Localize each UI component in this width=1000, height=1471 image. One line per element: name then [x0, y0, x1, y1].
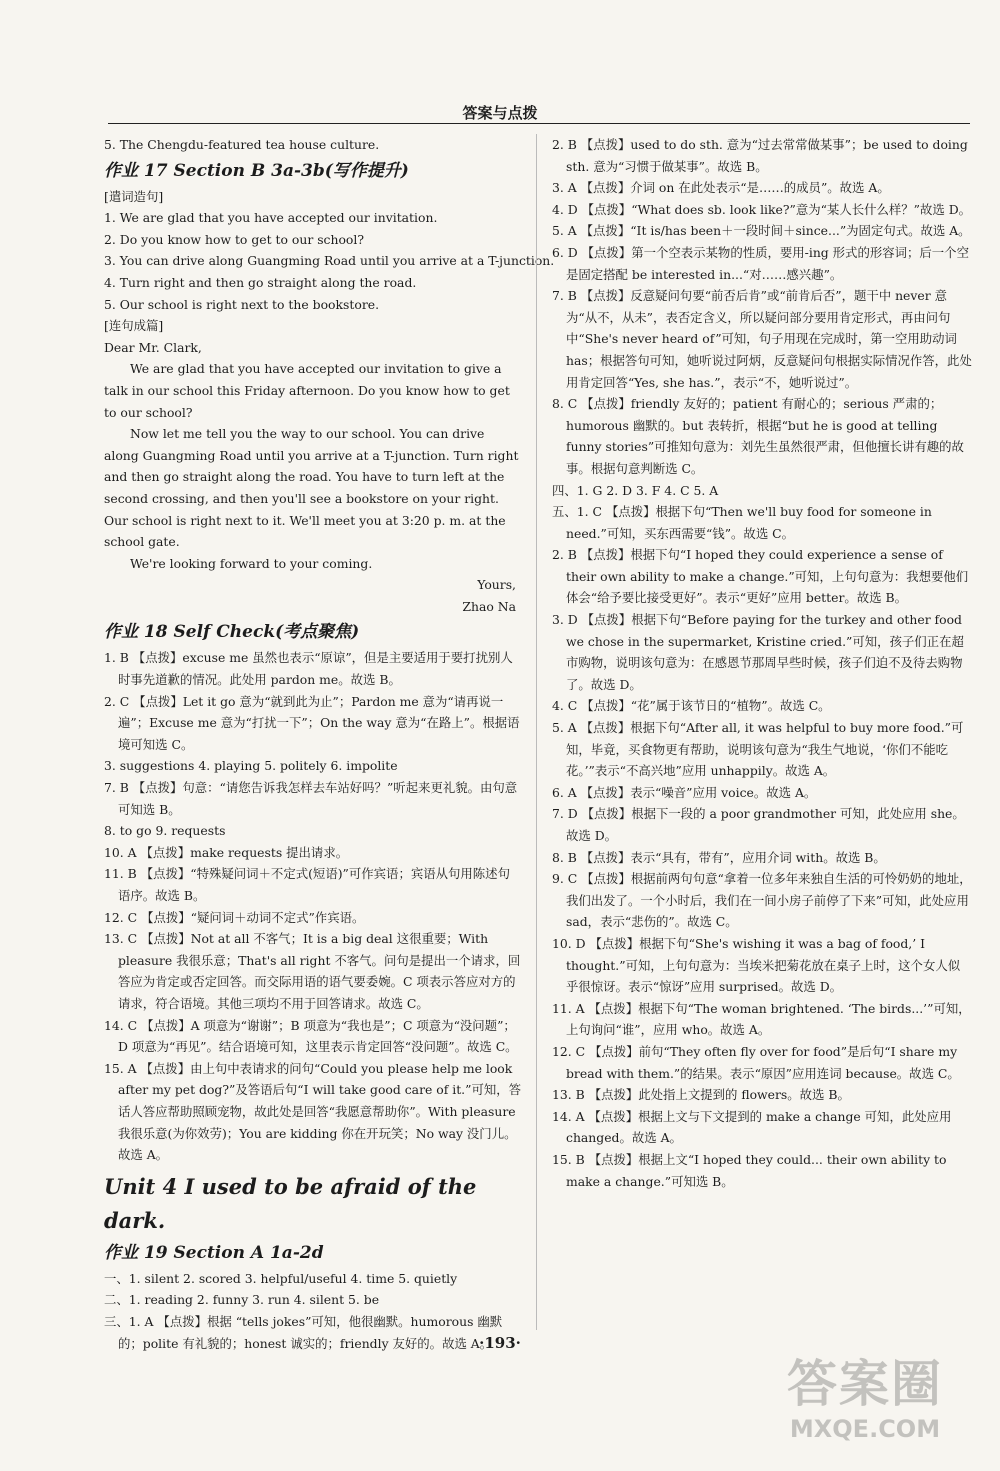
answer-line: 4. D 【点拨】“What does sb. look like?”意为“某人长什么样？”故选 D。: [552, 201, 972, 217]
answer-line: 6. A 【点拨】表示“噪音”应用 voice。故选 A。: [552, 784, 817, 800]
answer-line: Dear Mr. Clark,: [104, 339, 202, 355]
answer-line: 2. B 【点拨】used to do sth. 意为“过去常常做某事”；be used to doing sth. 意为“习惯于做某事”。故选 B。: [552, 137, 968, 174]
answer-line: 8. to go 9. requests: [104, 823, 226, 839]
answer-line: 1. B 【点拨】excuse me 虽然也表示“原谅”，但是主要适用于要打扰别人时事先道歉的情况。此处用 pardon me。故选 B。: [104, 650, 513, 688]
answer-line: 10. A 【点拨】make requests 提出请求。: [104, 844, 349, 860]
answer-line: 3. D 【点拨】根据下句“Before paying for the turkey and other food we chose in the supermarket, Kristine cried.”可知，孩子们正在超市购物，说明该句意为：在感恩节那周早些时候，孩子们迫不及待去购物了。故选 D。: [552, 612, 964, 692]
answer-line: 7. B 【点拨】句意：“请您告诉我怎样去车站好吗？”听起来更礼貌。由句意可知选 B。: [104, 780, 518, 817]
watermark-title: 答案圈: [787, 1355, 943, 1413]
answer-line: 5. A 【点拨】“It is/has been＋一段时间＋since...”为固定句式。故选 A。: [552, 223, 971, 239]
answer-line: 14. A 【点拨】根据上文与下文提到的 make a change 可知，此处应用 changed。故选 A。: [552, 1108, 952, 1146]
answer-line: 8. B 【点拨】表示“具有，带有”，应用介词 with。故选 B。: [552, 849, 886, 865]
answer-line: 7. D 【点拨】根据下一段的 a poor grandmother 可知，此处应用 she。故选 D。: [552, 806, 965, 843]
answer-line: We're looking forward to your coming.: [130, 555, 373, 571]
page-number: ·193·: [479, 1334, 521, 1352]
unit-heading: Unit 4 I used to be afraid of the dark.: [104, 1173, 477, 1233]
answer-line: 2. B 【点拨】根据下句“I hoped they could experience a sense of their own ability to make a change.”可知，上句句意为：我想要他们体会“给予要比接受更好”。表示“更好”应用 better。故选 B。: [552, 547, 969, 606]
answer-line: 3. You can drive along Guangming Road until you arrive at a T-junction.: [104, 253, 555, 269]
answer-line: 12. C 【点拨】前句“They often fly over for food”是后句“I share my bread with them.”的结果。表示“原因”应用连词 because。故选 C。: [552, 1043, 960, 1081]
answer-line: 5. A 【点拨】根据下句“After all, it was helpful to buy more food.”可知，毕竟，买食物更有帮助，说明该句意为“我生气地说，‘你们不能吃花。’”表示“不高兴地”应用 unhappily。故选 A。: [552, 720, 964, 779]
answer-line: 五、1. C 【点拨】根据下句“Then we'll buy food for someone in need.”可知，买东西需要“钱”。故选 C。: [552, 504, 932, 541]
answer-line: 一、1. silent 2. scored 3. helpful/useful 4. time 5. quietly: [104, 1270, 458, 1286]
answer-line: 四、1. G 2. D 3. F 4. C 5. A: [552, 482, 719, 498]
section-heading: 作业 17 Section B 3a-3b(写作提升): [104, 160, 409, 181]
answer-line: 1. We are glad that you have accepted our invitation.: [104, 210, 438, 226]
answer-line: 6. D 【点拨】第一个空表示某物的性质，要用-ing 形式的形容词；后一个空是固定搭配 be interested in...“对……感兴趣”。: [552, 244, 969, 282]
answer-line: 13. B 【点拨】此处指上文提到的 flowers。故选 B。: [552, 1087, 850, 1103]
header-rule: [108, 123, 970, 124]
answer-line: 4. C 【点拨】“花”属于该节日的“植物”。故选 C。: [552, 698, 831, 714]
answer-line: [遣词造句]: [104, 188, 164, 204]
section-heading: 作业 19 Section A 1a-2d: [104, 1242, 324, 1263]
answer-line: Now let me tell you the way to our school. You can drive along Guangming Road until you arrive at a T-junction. Turn right and then go straight along the road. You have to turn left at the second crossing, and then you'll see a bookstore on your right. Our school is right next to it. We'll meet you at 3:20 p. m. at the school gate.: [104, 426, 519, 550]
watermark-logo: [750, 1353, 980, 1463]
answer-line: 11. B 【点拨】“特殊疑问词＋不定式(短语)”可作宾语；宾语从句用陈述句语序。故选 B。: [104, 866, 510, 903]
answer-line: 11. A 【点拨】根据下句“The woman brightened. ‘The birds...’”可知，上句询问“谁”，应用 who。故选 A。: [552, 1000, 971, 1038]
right-column: [552, 134, 972, 1192]
answer-line: 2. Do you know how to get to our school?: [104, 231, 364, 247]
answer-line: 2. C 【点拨】Let it go 意为“就到此为止”；Pardon me 意为“请再说一遍”；Excuse me 意为“打扰一下”；On the way 意为“在路上”。根据语境可知选 C。: [104, 693, 520, 752]
left-column: [104, 134, 555, 1354]
answer-line: 9. C 【点拨】根据前两句句意“拿着一位多年来独自生活的可怜奶奶的地址，我们出发了。一个小时后，我们在一间小房子前停了下来”可知，此处应用 sad，表示“悲伤的”。故选 C。: [552, 871, 972, 930]
answer-line: We are glad that you have accepted our invitation to give a talk in our school this Friday afternoon. Do you know how to get to our school?: [104, 361, 510, 420]
answer-line: Yours,: [477, 577, 516, 593]
answer-line: 10. D 【点拨】根据下句“She's wishing it was a bag of food,’ I thought.”可知，上句句意为：当埃米把菊花放在桌子上时，这个女人似乎很惊讶。表示“惊讶”应用 surprised。故选 D。: [552, 935, 961, 995]
page-header: [0, 0, 1000, 122]
answer-line: 4. Turn right and then go straight along the road.: [104, 274, 417, 290]
answer-line: 14. C 【点拨】A 项意为“谢谢”；B 项意为“我也是”；C 项意为“没问题”；D 项意为“再见”。结合语境可知，这里表示肯定回答“没问题”。故选 C。: [104, 1017, 518, 1055]
answer-line: Zhao Na: [462, 598, 516, 614]
answer-line: 3. suggestions 4. playing 5. politely 6. impolite: [104, 758, 398, 774]
section-heading: 作业 18 Self Check(考点聚焦): [104, 622, 360, 643]
answer-line: 12. C 【点拨】“疑问词＋动词不定式”作宾语。: [104, 909, 365, 925]
answer-line: 三、1. A 【点拨】根据 “tells jokes”可知，他很幽默。humorous 幽默的；polite 有礼貌的；honest 诚实的；friendly 友好的。故选 A。: [104, 1313, 503, 1351]
answer-line: 3. A 【点拨】介词 on 在此处表示“是……的成员”。故选 A。: [552, 180, 890, 196]
watermark-site: MXQE.COM: [789, 1415, 941, 1443]
answer-line: 8. C 【点拨】friendly 友好的；patient 有耐心的；serious 严肃的；humorous 幽默的。but 表转折，根据“but he is good at telling funny stories”可推知句意为：刘先生虽然很严肃，但他擅长讲有趣的故事。根据句意判断选 C。: [552, 396, 964, 476]
answer-line: 7. B 【点拨】反意疑问句要“前否后肯”或“前肯后否”，题干中 never 意为“从不，从未”，表否定含义，所以疑问部分要用肯定形式，再由问句中“She's never heard of”可知，句子用现在完成时，第一空用助动词 has；根据答句可知，她听说过阿炳，反意疑问句根据实际情况作答，此处用肯定回答“Yes, she has.”，表示“不，她听说过”。: [552, 288, 972, 390]
column-divider: [536, 134, 537, 1330]
answer-line: 5. Our school is right next to the bookstore.: [104, 296, 380, 312]
answer-line: 5. The Chengdu-featured tea house culture.: [104, 137, 380, 152]
answer-line: [连句成篇]: [104, 318, 164, 334]
answer-line: 13. C 【点拨】Not at all 不客气；It is a big deal 这很重要；With pleasure 我很乐意；That's all right 不客气。问句是提出一个请求，回答应为肯定或否定回答。而交际用语的语气要委婉。C 项表示答应对方的请求，符合语境。其他三项均不用于回答请求。故选 C。: [104, 931, 521, 1011]
answer-line: 15. A 【点拨】由上句中表请求的问句“Could you please help me look after my pet dog?”及答语后句“I will take good care of it.”可知，答话人答应帮助照顾宠物，故此处是回答“我愿意帮助你”。With pleasure 我很乐意(为你效劳)；You are kidding 你在开玩笑；No way 没门儿。故选 A。: [104, 1060, 522, 1163]
answer-line: 15. B 【点拨】根据上文“I hoped they could... their own ability to make a change.”可知选 B。: [552, 1151, 947, 1189]
answer-line: 二、1. reading 2. funny 3. run 4. silent 5. be: [104, 1292, 380, 1308]
header-title: 答案与点拨: [462, 104, 538, 122]
